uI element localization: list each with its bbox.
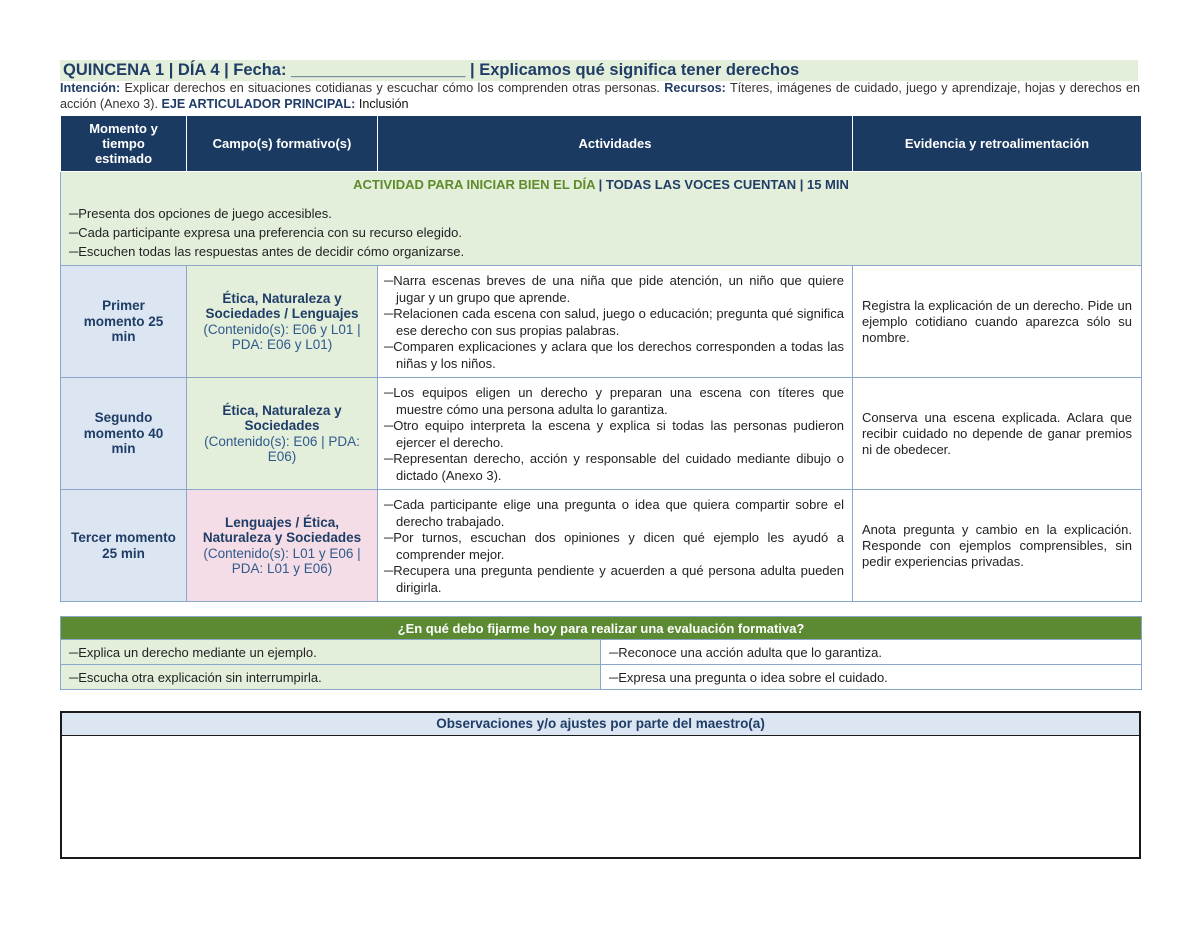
list-item: ─Cada participante expresa una preferencia con su recurso elegido. (69, 225, 462, 240)
list-item: ─Los equipos eligen un derecho y preparan una escena con títeres que muestre cómo una persona adulta lo garantiza. (384, 385, 844, 417)
activities-cell (378, 266, 853, 378)
evidence-cell: Registra la explicación de un derecho. Pide un ejemplo cotidiano cuando aparezca sólo su nombre. (853, 266, 1142, 378)
evaluation-table (60, 616, 1142, 690)
campo-content: (Contenido(s): L01 y E06 | PDA: L01 y E06) (203, 545, 361, 576)
recursos-text: Títeres, imágenes de cuidado, juego y aprendizaje, hojas y derechos en acción (Anexo 3). (60, 81, 1141, 111)
start-activity-row (61, 172, 1142, 266)
evidence-cell: Conserva una escena explicada. Aclara que recibir cuidado no depende de ganar premios ni de obedecer. (853, 378, 1142, 490)
activities-cell (378, 378, 853, 490)
list-item: ─Relacionen cada escena con salud, juego o educación; pregunta qué significa ese derecho con sus propias palabras. (384, 306, 844, 338)
eje-label: EJE ARTICULADOR PRINCIPAL: (161, 96, 356, 111)
campo-content: (Contenido(s): E06 | PDA: E06) (204, 433, 360, 464)
observations-heading: Observaciones y/o ajustes por parte del maestro(a) (62, 713, 1139, 736)
observations-box (60, 711, 1141, 859)
campo-content: (Contenido(s): E06 y L01 | PDA: E06 y L01) (203, 321, 361, 352)
start-label-green: ACTIVIDAD PARA INICIAR BIEN EL DÍA (353, 177, 596, 192)
list-item: ─Cada participante elige una pregunta o idea que quiera compartir sobre el derecho trabajado. (384, 497, 844, 529)
evaluation-header-row (61, 617, 1142, 640)
list-item: ─Representan derecho, acción y responsable del cuidado mediante dibujo o dictado (Anexo 3). (384, 451, 844, 483)
header-actividades: Actividades (378, 116, 853, 172)
list-item: ─Comparen explicaciones y aclara que los derechos corresponden a todas las niñas y los niños. (384, 339, 844, 371)
table-row (61, 665, 1142, 690)
evaluation-item: ─Escucha otra explicación sin interrumpirla. (61, 665, 601, 690)
header-momento: Momento y tiempo estimado (61, 116, 187, 172)
evaluation-item: ─Expresa una pregunta o idea sobre el cuidado. (601, 665, 1142, 690)
start-activity-list (61, 195, 1141, 265)
page-title: QUINCENA 1 | DÍA 4 | Fecha: ___________________ | Explicamos qué significa tener derechos (60, 60, 1138, 81)
intro-paragraph (60, 81, 1140, 112)
campo-name: Lenguajes / Ética, Naturaleza y Sociedades (202, 514, 362, 545)
evidence-cell: Anota pregunta y cambio en la explicación. Responde con ejemplos comprensibles, sin pedir experiencias privadas. (853, 490, 1142, 602)
moment-cell: Tercer momento 25 min (61, 490, 187, 602)
evaluation-heading: ¿En qué debo fijarme hoy para realizar una evaluación formativa? (61, 617, 1142, 640)
header-campo: Campo(s) formativo(s) (187, 116, 378, 172)
activities-cell (378, 490, 853, 602)
evaluation-item: ─Reconoce una acción adulta que lo garantiza. (601, 640, 1142, 665)
observations-area[interactable] (62, 736, 1139, 856)
list-item: ─Recupera una pregunta pendiente y acuerden a qué persona adulta pueden dirigirla. (384, 563, 844, 595)
evaluation-item: ─Explica un derecho mediante un ejemplo. (61, 640, 601, 665)
eje-text: Inclusión (355, 96, 409, 111)
start-activity-heading (61, 172, 1141, 195)
table-row (61, 490, 1142, 602)
list-item: ─Presenta dos opciones de juego accesibles. (69, 206, 332, 221)
campo-cell (187, 266, 378, 378)
recursos-label: Recursos: (664, 81, 726, 95)
table-row (61, 378, 1142, 490)
campo-cell (187, 490, 378, 602)
table-row (61, 640, 1142, 665)
table-row (61, 266, 1142, 378)
list-item: ─Otro equipo interpreta la escena y explica si todas las personas pudieron ejercer el derecho. (384, 418, 844, 450)
campo-cell (187, 378, 378, 490)
list-item: ─Narra escenas breves de una niña que pide atención, un niño que quiere jugar y un grupo que aprende. (384, 273, 844, 305)
intencion-text: Explicar derechos en situaciones cotidianas y escuchar cómo los comprenden otras personas. (120, 81, 665, 95)
start-label-blue: | TODAS LAS VOCES CUENTAN | 15 MIN (595, 177, 849, 192)
list-item: ─Escuchen todas las respuestas antes de decidir cómo organizarse. (69, 244, 465, 259)
moment-cell: Primer momento 25 min (61, 266, 187, 378)
plan-header-row (61, 116, 1142, 172)
plan-table (60, 115, 1142, 602)
campo-name: Ética, Naturaleza y Sociedades (222, 402, 342, 433)
moment-cell: Segundo momento 40 min (61, 378, 187, 490)
intencion-label: Intención: (60, 81, 121, 95)
list-item: ─Por turnos, escuchan dos opiniones y dicen qué ejemplo les ayudó a comprender mejor. (384, 530, 844, 562)
header-evidencia: Evidencia y retroalimentación (853, 116, 1142, 172)
campo-name: Ética, Naturaleza y Sociedades / Lenguajes (205, 290, 359, 321)
